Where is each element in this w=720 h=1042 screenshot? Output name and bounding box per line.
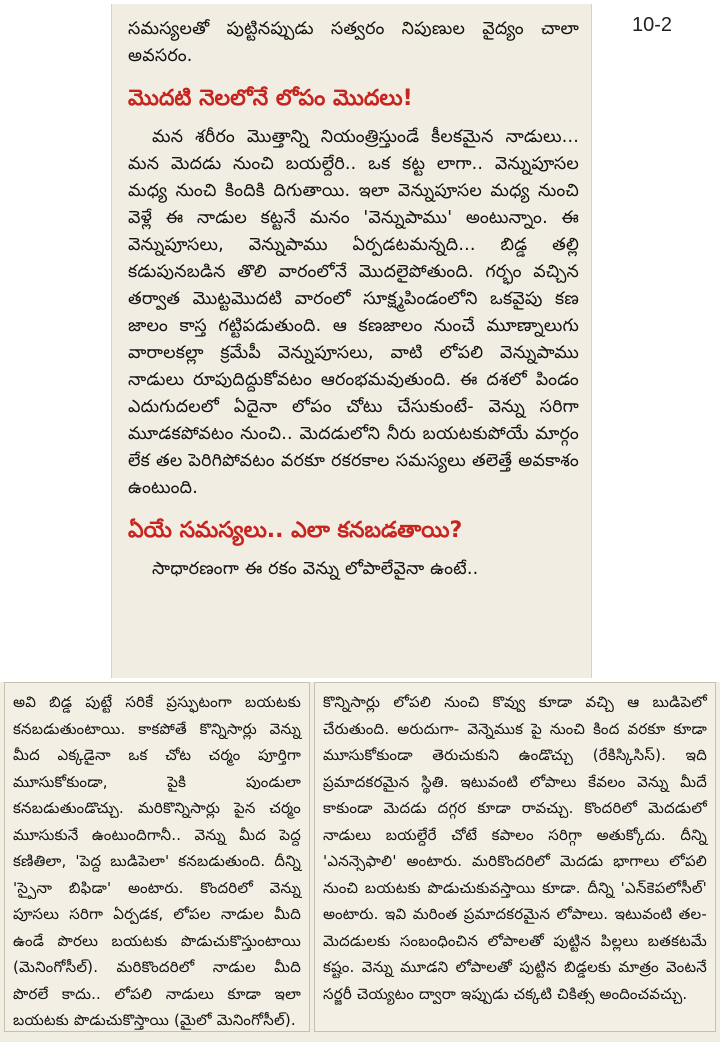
body-paragraph-development: మన శరీరం మొత్తాన్ని నియంత్రిస్తుండే కీలకమైన నాడులు... మన మెదడు నుంచి బయల్దేరి.. ఒక కట్ట లాగా.. వెన్నుపూసల మధ్య నుంచి కిందికి దిగుతాయి. ఇలా వెన్నుపూసల మధ్య నుంచి వెళ్లే ఈ నాడుల కట్టనే మనం 'వెన్నుపాము' అంటున్నాం. ఈ వెన్నుపూసలు, వెన్నుపాము ఏర్పడటమన్నది... బిడ్డ తల్లి కడుపునబడిన తొలి వారంలోనే మొదలైపోతుంది. గర్భం వచ్చిన తర్వాత మొట్టమొదటి వారంలో సూక్ష్మపిండంలోని ఒకవైపు కణ జాలం కాస్త గట్టిపడుతుంది. ఆ కణజాలం నుంచే మూణ్నాలుగు వారాలకల్లా క్రమేపీ వెన్నుపూసలు, వాటి లోపలి వెన్నుపాము నాడులు రూపుదిద్దుకోవటం ఆరంభమవుతుంది. ఈ దశలో పిండం ఎదుగుదలలో ఏదైనా లోపం చోటు చేసుకుంటే- వెన్ను సరిగా మూడకపోవటం నుంచి.. మెదడులోని నీరు బయటకుపోయే మార్గం లేక తల పెరిగిపోవటం వరకూ రకరకాల సమస్యలు తలెత్తే అవకాశం ఉంటుంది. — [128, 127, 579, 498]
bottom-columns — [0, 682, 720, 1042]
page-number: 10-2 — [631, 14, 672, 36]
bottom-left-column — [4, 682, 310, 1032]
bottom-right-column — [314, 682, 716, 1032]
section-heading-symptoms: ఏయే సమస్యలు.. ఎలా కనబడతాయి? — [128, 518, 463, 543]
right-column-text: కొన్నిసార్లు లోపలి నుంచి కొవ్వు కూడా వచ్చి ఆ బుడిపెలో చేరుతుంది. అరుదుగా- వెన్నెముక పై నుంచి కింద వరకూ కూడా మూసుకోకుండా తెరుచుకుని ఉండొచ్చు (రేకిస్కిసిస్). ఇది ప్రమాదకరమైన స్థితి. ఇటువంటి లోపాలు కేవలం వెన్ను మీదే కాకుండా మెదడు దగ్గర కూడా రావచ్చు. కొందరిలో మెదడులో నాడులు బయల్దేరే చోటే కపాలం సరిగ్గా అతుక్కోదు. దీన్ని 'ఎనన్సెఫాలి' అంటారు. మరికొందరిలో మెదడు భాగాలు లోపలి నుంచి బయటకు పొడుచుకువస్తాయి కూడా. దీన్ని 'ఎన్‌కెపలోసీల్' అంటారు. ఇవి మరింత ప్రమాదకరమైన లోపాలు. ఇటువంటి తల-మెదడులకు సంబంధించిన లోపాలతో పుట్టిన పిల్లలు బతకటమే కష్టం. వెన్ను మూడని లోపాలతో పుట్టిన బిడ్డలకు మాత్రం వెంటనే సర్జరీ చెయ్యటం ద్వారా ఇప్పుడు చక్కటి చికిత్స అందించవచ్చు. — [323, 693, 707, 1003]
body-paragraph-symptoms-intro: సాధారణంగా ఈ రకం వెన్ను లోపాలేవైనా ఉంటే.. — [152, 559, 479, 579]
intro-paragraph: సమస్యలతో పుట్టినప్పుడు సత్వరం నిపుణుల వైద్యం చాలా అవసరం. — [128, 19, 579, 66]
section-heading-first-month: మొదటి నెలలోనే లోపం మొదలు! — [128, 86, 413, 111]
left-column-text: అవి బిడ్డ పుట్టే సరికే ప్రస్ఫుటంగా బయటకు కనబడుతుంటాయి. కాకపోతే కొన్నిసార్లు వెన్ను మీద ఎక్కడైనా ఒక చోట చర్మం పూర్తిగా మూసుకోకుండా, పైకి పుండులా కనబడుతుండొచ్చు. మరికొన్నిసార్లు పైన చర్మం మూసుకునే ఉంటుందిగానీ.. వెన్ను మీద పెద్ద కణితిలా, 'పెద్ద బుడిపెలా' కనబడుతుంది. దీన్ని 'స్పైనా బిఫిడా' అంటారు. కొందరిలో వెన్ను పూసలు సరిగా ఏర్పడక, లోపల నాడుల మీది ఉండే పొరలు బయటకు పొడుచుకొస్తుంటాయి (మెనింగోసీల్). మరికొందరిలో నాడుల మీది పొరలే కాదు.. లోపలి నాడులు కూడా ఇలా బయటకు పొడుచుకొస్తాయి (మైలో మెనింగోసీల్). — [13, 693, 301, 1029]
top-article-column — [111, 4, 592, 678]
